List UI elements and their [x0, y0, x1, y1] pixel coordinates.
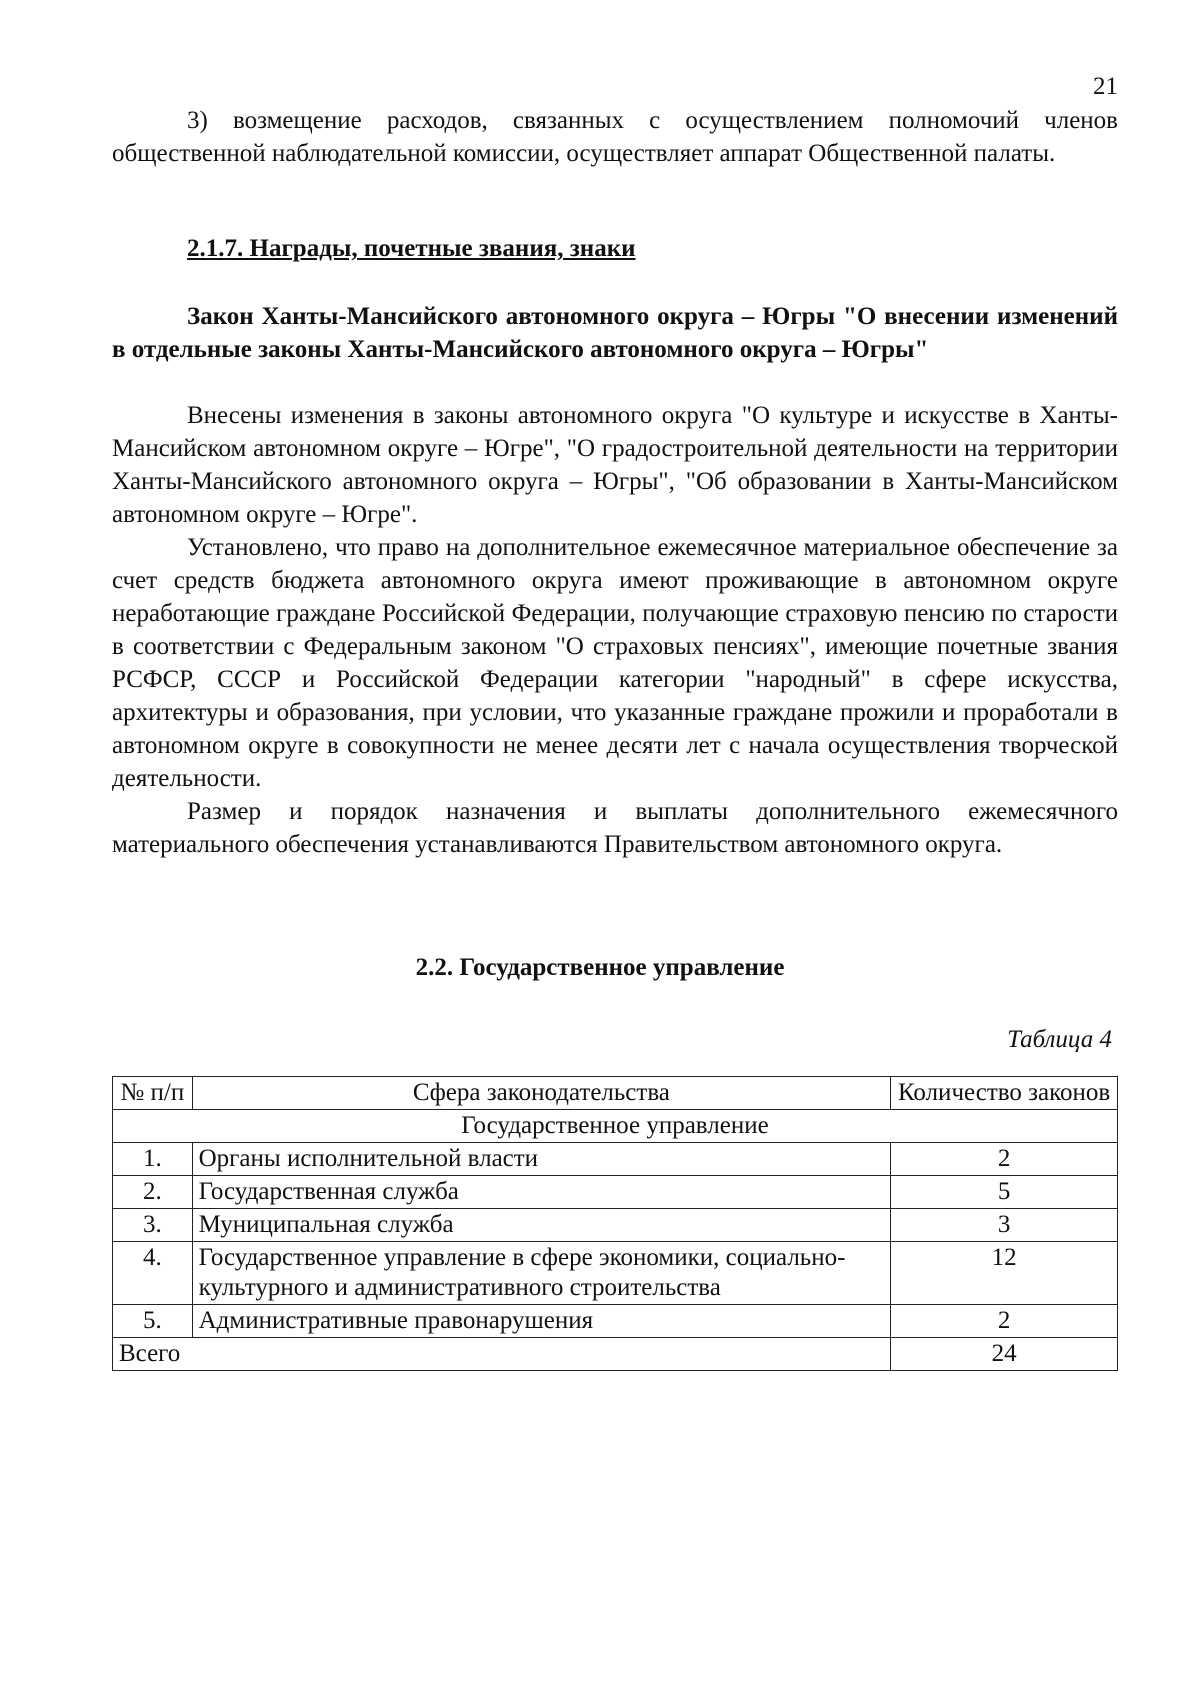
- row-sphere: Административные правонарушения: [192, 1305, 891, 1338]
- paragraph: Размер и порядок назначения и выплаты дополнительного ежемесячного материального обеспечения устанавливаются Правительством автономного округа.: [112, 798, 1118, 858]
- table-group-row: [113, 1110, 1118, 1143]
- group-label: Государственное управление: [113, 1110, 1118, 1143]
- total-value: 24: [891, 1338, 1118, 1371]
- header-count: Количество законов: [891, 1077, 1118, 1110]
- paragraph: Установлено, что право на дополнительное ежемесячное материальное обеспечение за счет средств бюджета автономного округа имеют проживающие в автономном округе неработающие граждане Российской Федерации, получающие страховую пенсию по старости в соответствии с Федеральным законом "О страховых пенсиях", имеющие почетные звания РСФСР, СССР и Российской Федерации категории "народный" в сфере искусства, архитектуры и образования, при условии, что указанные граждане прожили и проработали в автономном округе в совокупности не менее десяти лет с начала осуществления творческой деятельности.: [112, 534, 1118, 792]
- section-heading: 2.1.7. Награды, почетные звания, знаки: [187, 235, 636, 262]
- table-total-row: [113, 1338, 1118, 1371]
- row-num: 3.: [113, 1209, 193, 1242]
- header-num: № п/п: [113, 1077, 193, 1110]
- row-num: 4.: [113, 1242, 193, 1305]
- row-count: 5: [891, 1176, 1118, 1209]
- body-text: [112, 399, 1118, 861]
- row-num: 2.: [113, 1176, 193, 1209]
- paragraph: Внесены изменения в законы автономного округа "О культуре и искусстве в Ханты-Мансийском автономном округе – Югре", "О градостроительной деятельности на территории Ханты-Мансийского автономного округа – Югры", "Об образовании в Ханты-Мансийском автономном округе – Югре".: [112, 402, 1118, 528]
- row-sphere: Органы исполнительной власти: [192, 1143, 891, 1176]
- intro-paragraph: 3) возмещение расходов, связанных с осуществлением полномочий членов общественной наблюдательной комиссии, осуществляет аппарат Общественной палаты.: [112, 107, 1118, 167]
- table-row: [113, 1143, 1118, 1176]
- table-caption: Таблица 4: [1007, 1026, 1112, 1053]
- intro-block: [112, 104, 1118, 170]
- row-sphere: Государственная служба: [192, 1176, 891, 1209]
- table-header-row: [113, 1077, 1118, 1110]
- table-row: [113, 1209, 1118, 1242]
- page-number: 21: [1093, 73, 1118, 100]
- table-row: [113, 1176, 1118, 1209]
- legislation-table: [112, 1076, 1118, 1371]
- row-sphere: Государственное управление в сфере экономики, социально-культурного и административного строительства: [192, 1242, 891, 1305]
- row-count: 2: [891, 1305, 1118, 1338]
- row-count: 3: [891, 1209, 1118, 1242]
- section-2-2-heading: 2.2. Государственное управление: [415, 954, 785, 981]
- row-sphere: Муниципальная служба: [192, 1209, 891, 1242]
- table-row: [113, 1305, 1118, 1338]
- row-num: 1.: [113, 1143, 193, 1176]
- law-title: Закон Ханты-Мансийского автономного округа – Югры "О внесении изменений в отдельные законы Ханты-Мансийского автономного округа – Югры": [112, 303, 1118, 363]
- row-count: 2: [891, 1143, 1118, 1176]
- header-sphere: Сфера законодательства: [192, 1077, 891, 1110]
- total-label: Всего: [113, 1338, 891, 1371]
- table-row: [113, 1242, 1118, 1305]
- row-num: 5.: [113, 1305, 193, 1338]
- row-count: 12: [891, 1242, 1118, 1305]
